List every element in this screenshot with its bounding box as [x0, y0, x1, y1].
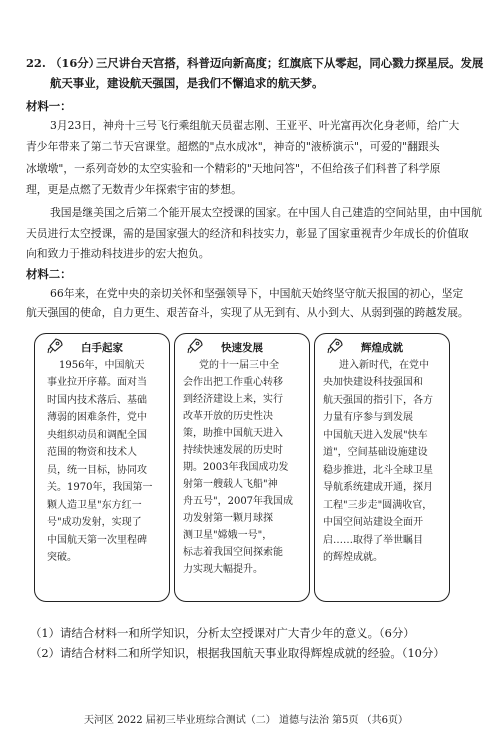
- card-line: 航天强国的指引下，各方: [323, 395, 433, 406]
- card-line: 1956年，中国航天: [59, 360, 145, 371]
- card-title: 快速发展: [221, 342, 263, 354]
- card-line: 央组织动员和调配全国: [47, 430, 147, 441]
- card-line: 央加快建设科技强国和: [323, 377, 423, 388]
- sub-question-1: （1）请结合材料一和所学知识，分析太空授课对广大青少年的意义。（6分）: [30, 626, 415, 640]
- card-kuaisufazhan: [174, 333, 310, 602]
- card-line: 党的十一届三中全: [199, 360, 279, 371]
- card-line: 舟五号"，2007年我国成: [183, 496, 294, 507]
- card-line: 测卫星"嫦娥一号"，: [183, 530, 273, 541]
- material1-line: 青少年带来了第二节天宫课堂。超燃的"点水成冰"，神奇的"液桥演示"，可爱的"翻跟头: [26, 140, 440, 153]
- card-line: 的辉煌成就。: [323, 552, 383, 563]
- card-line: 稳步推进，北斗全球卫星: [323, 465, 433, 476]
- card-line: 号"成功发射，实现了: [47, 517, 142, 528]
- card-baishouqijia: [34, 333, 170, 602]
- card-line: 时国内技术落后、基础: [47, 395, 147, 406]
- question-number: 22.: [26, 56, 46, 70]
- material1-line: 冰墩墩"，一系列奇妙的太空实验和一个精彩的"天地问答"，不但给孩子们科普了科学原: [26, 162, 441, 175]
- card-line: 薄弱的困难条件，党中: [47, 412, 147, 423]
- card-line: 关。1970年，我国第一: [47, 482, 153, 493]
- sub-question-2: （2）请结合材料二和所学知识，根据我国航天事业取得辉煌成就的经验。（10分）: [30, 646, 445, 660]
- question-points: （16分）: [50, 56, 101, 70]
- card-line: 功发射第一颗月球探: [183, 513, 273, 524]
- card-line: 期。2003年我国成功发: [183, 462, 289, 473]
- card-huihuangchengjiu: [314, 333, 450, 602]
- card-line: 标志着我国空间探索能: [183, 547, 283, 558]
- material2-line: 航天强国的使命，自力更生、艰苦奋斗，实现了从无到有、从小到大、从弱到强的跨越发展。: [26, 306, 469, 319]
- card-line: 会作出把工作重心转移: [183, 377, 283, 388]
- question-stem-line-2: 航天事业，建设航天强国，是我们不懈追求的航天梦。: [50, 76, 324, 90]
- card-line: 到经济建设上来，实行: [183, 394, 283, 405]
- card-line: 力实现大幅提升。: [183, 564, 263, 575]
- material2-line: 66年来，在党中央的亲切关怀和坚强领导下，中国航天始终坚守航天报国的初心，坚定: [50, 287, 464, 300]
- material1-line: 天员进行太空授课，需的是国家强大的经济和科技实力，彰显了国家重视青少年成长的价值取: [26, 227, 469, 240]
- card-line: 工程"三步走"圆满收官，: [323, 500, 433, 511]
- card-line: 中国空间站建设全面开: [323, 517, 423, 528]
- card-title: 白手起家: [81, 342, 123, 354]
- card-line: 中国航天进入发展"快车: [323, 430, 428, 441]
- material1-line: 向和致力于推动科技进步的宏大抱负。: [26, 247, 210, 260]
- card-line: 导航系统建成开通，探月: [323, 482, 433, 493]
- card-line: 员，统一目标，协同攻: [47, 465, 147, 476]
- card-line: 启……取得了举世瞩目: [323, 535, 423, 546]
- card-line: 策，助推中国航天进入: [183, 428, 283, 439]
- card-line: 进入新时代，在党中: [339, 360, 429, 371]
- material1-line: 我国是继美国之后第二个能开展太空授课的国家。在中国人自己建造的空间站里，由中国航: [50, 206, 482, 219]
- card-line: 颗人造卫星"东方红一: [47, 500, 142, 511]
- card-line: 改革开放的历史性决: [183, 411, 273, 422]
- material1-heading: 材料一：: [26, 99, 72, 113]
- card-line: 事业拉开序幕。面对当: [47, 377, 147, 388]
- card-line: 中国航天第一次里程碑: [47, 535, 147, 546]
- page-footer: 天河区 2022 届初三毕业班综合测试（二） 道德与法治 第5页 （共6页）: [83, 715, 409, 726]
- card-line: 持续快速发展的历史时: [183, 445, 283, 456]
- material2-heading: 材料二：: [26, 267, 72, 281]
- card-line: 范围的物资和技术人: [47, 447, 137, 458]
- question-stem-line-1: 三尺讲台天宫搭，科普迈向新高度；红旗底下从零起，同心戮力探星辰。发展: [96, 56, 484, 70]
- card-line: 突破。: [47, 552, 77, 563]
- card-line: 道"，空间基础设施建设: [323, 447, 428, 458]
- card-line: 射第一艘载人飞船"神: [183, 479, 278, 490]
- card-line: 力量有序参与到发展: [323, 412, 413, 423]
- card-title: 辉煌成就: [361, 342, 403, 354]
- material1-line: 3月23日，神舟十三号飞行乘组航天员翟志刚、王亚平、叶光富再次化身老师，给广大: [50, 119, 460, 132]
- material1-line: 理，更是点燃了无数青少年探索宇宙的梦想。: [26, 183, 242, 196]
